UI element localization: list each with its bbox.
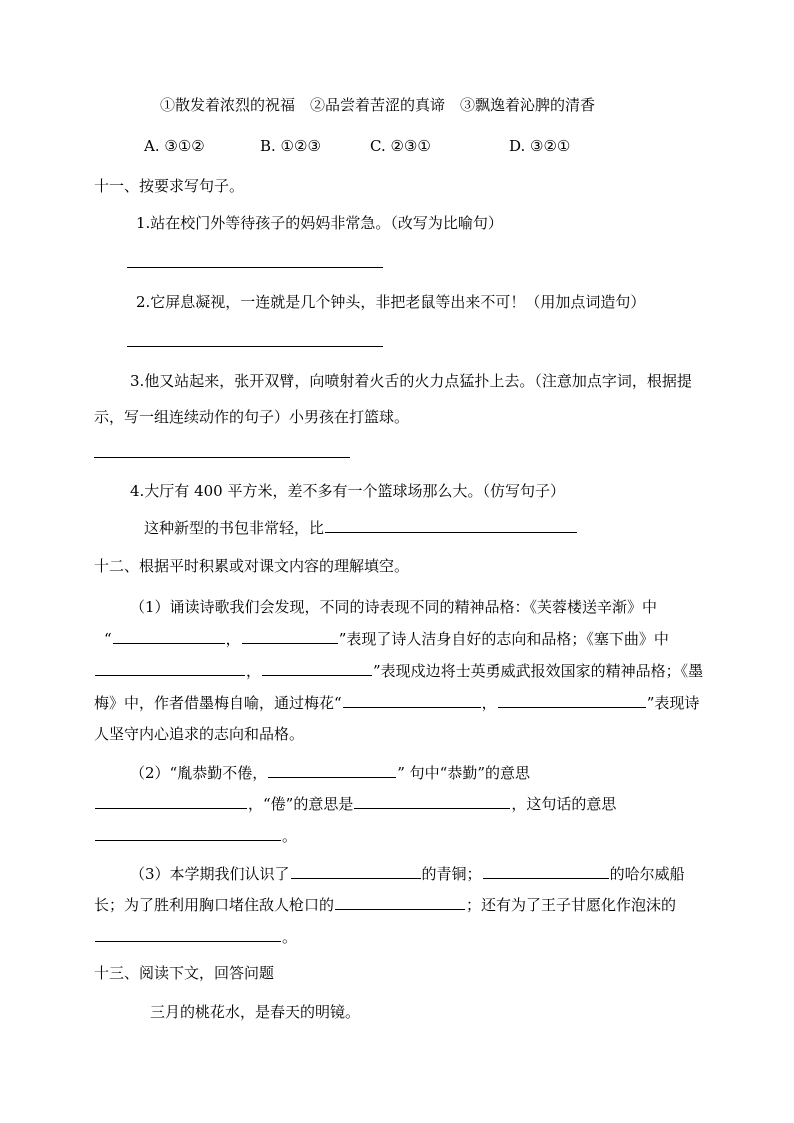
comma: ， bbox=[481, 694, 497, 712]
q12-p2-meaning: ，这句话的意思 bbox=[511, 795, 617, 813]
q12-p1-line5: 人坚守内心追求的志向和品格。 bbox=[94, 725, 305, 743]
q12-p2-text: （2）“胤恭勤不倦， bbox=[130, 764, 268, 782]
q11-item-3b: 示，写一组连续动作的句子）小男孩在打篮球。 bbox=[94, 408, 410, 426]
blank-momei-2[interactable] bbox=[498, 691, 646, 708]
period: 。 bbox=[282, 827, 298, 845]
q11-item-1: 1.站在校门外等待孩子的妈妈非常急。（改写为比喻句） bbox=[136, 214, 503, 232]
q12-p3-line1 bbox=[130, 862, 685, 885]
q11-item-2: 2.它屏息凝视，一连就是几个钟头，非把老鼠等出来不可！（用加点词造句） bbox=[136, 293, 646, 311]
blank-juan[interactable] bbox=[354, 792, 510, 809]
blank-hero[interactable] bbox=[335, 893, 465, 910]
q10-phrases: ①散发着浓烈的祝福 ②品尝着苦涩的真谛 ③飘逸着沁脾的清香 bbox=[160, 96, 596, 114]
item4-prompt-text: 这种新型的书包非常轻，比 bbox=[144, 519, 325, 537]
q12-p1-line4-end: ”表现诗 bbox=[646, 694, 700, 712]
period: 。 bbox=[282, 928, 298, 946]
q12-p3-mermaid: ；还有为了王子甘愿化作泡沫的 bbox=[466, 896, 677, 914]
option-a: A. ③①② bbox=[144, 137, 205, 155]
q12-p1-line3 bbox=[94, 659, 703, 682]
q11-item-3a: 3.他又站起来，张开双臂，向喷射着火舌的火力点猛扑上去。（注意加点字词，根据提 bbox=[130, 372, 692, 390]
answer-line-3[interactable] bbox=[94, 457, 350, 458]
blank-mermaid[interactable] bbox=[95, 925, 281, 942]
q12-p3-harvey: 的哈尔威船 bbox=[609, 865, 685, 883]
q12-p2-line2 bbox=[94, 792, 616, 815]
q12-p1-line3-text: ”表现戍边将士英勇威武报效国家的精神品格；《墨 bbox=[373, 662, 704, 680]
q12-p1-line2 bbox=[104, 627, 669, 650]
q12-p3-bronze: 的青铜； bbox=[421, 865, 482, 883]
comma: ， bbox=[225, 630, 241, 648]
q12-p3-line2 bbox=[94, 893, 676, 916]
quote-open: “ bbox=[104, 630, 112, 648]
q12-p1-line4 bbox=[94, 691, 699, 714]
blank-saixia-2[interactable] bbox=[262, 659, 372, 676]
q13-title: 十三、阅读下文，回答问题 bbox=[94, 964, 275, 982]
comma: ， bbox=[246, 662, 262, 680]
q12-p1-line2-text: ”表现了诗人洁身自好的志向和品格；《塞下曲》中 bbox=[338, 630, 669, 648]
q12-title: 十二、根据平时积累或对课文内容的理解填空。 bbox=[94, 557, 410, 575]
q11-item-4-prompt bbox=[144, 516, 578, 539]
answer-line-2[interactable] bbox=[127, 346, 383, 347]
blank-saixia-1[interactable] bbox=[95, 659, 245, 676]
blank-harvey[interactable] bbox=[483, 862, 609, 879]
q12-p3-text2: 长；为了胜利用胸口堵住敌人枪口的 bbox=[94, 896, 335, 914]
q12-p3-text: （3）本学期我们认识了 bbox=[130, 865, 290, 883]
blank-bronze[interactable] bbox=[291, 862, 421, 879]
blank-gongqin[interactable] bbox=[95, 792, 247, 809]
q12-p2-text2: ” 句中“恭勤”的意思 bbox=[397, 764, 530, 782]
blank-momei-1[interactable] bbox=[343, 691, 481, 708]
q11-item-4: 4.大厅有 400 平方米，差不多有一个篮球场那么大。（仿写句子） bbox=[130, 482, 565, 500]
q12-p2-line1 bbox=[130, 761, 530, 784]
answer-blank-4[interactable] bbox=[325, 516, 577, 533]
q12-p2-juan: ，“倦”的意思是 bbox=[248, 795, 354, 813]
option-c: C. ②③① bbox=[370, 137, 431, 155]
q13-text-1: 三月的桃花水，是春天的明镜。 bbox=[150, 1003, 361, 1021]
blank-furong-1[interactable] bbox=[113, 627, 225, 644]
option-d: D. ③②① bbox=[509, 137, 571, 155]
q12-p3-line3 bbox=[94, 925, 297, 948]
blank-furong-2[interactable] bbox=[242, 627, 338, 644]
option-b: B. ①②③ bbox=[260, 137, 321, 155]
answer-line-1[interactable] bbox=[127, 267, 383, 268]
q12-p2-line3 bbox=[94, 824, 297, 847]
q12-p1-line4-text: 梅》中，作者借墨梅自喻，通过梅花“ bbox=[94, 694, 342, 712]
blank-meaning[interactable] bbox=[95, 824, 281, 841]
q12-p1-line1: （1）诵读诗歌我们会发现，不同的诗表现不同的精神品格：《芙蓉楼送辛渐》中 bbox=[130, 598, 658, 616]
q11-title: 十一、按要求写句子。 bbox=[94, 177, 245, 195]
blank-yin-1[interactable] bbox=[268, 761, 396, 778]
